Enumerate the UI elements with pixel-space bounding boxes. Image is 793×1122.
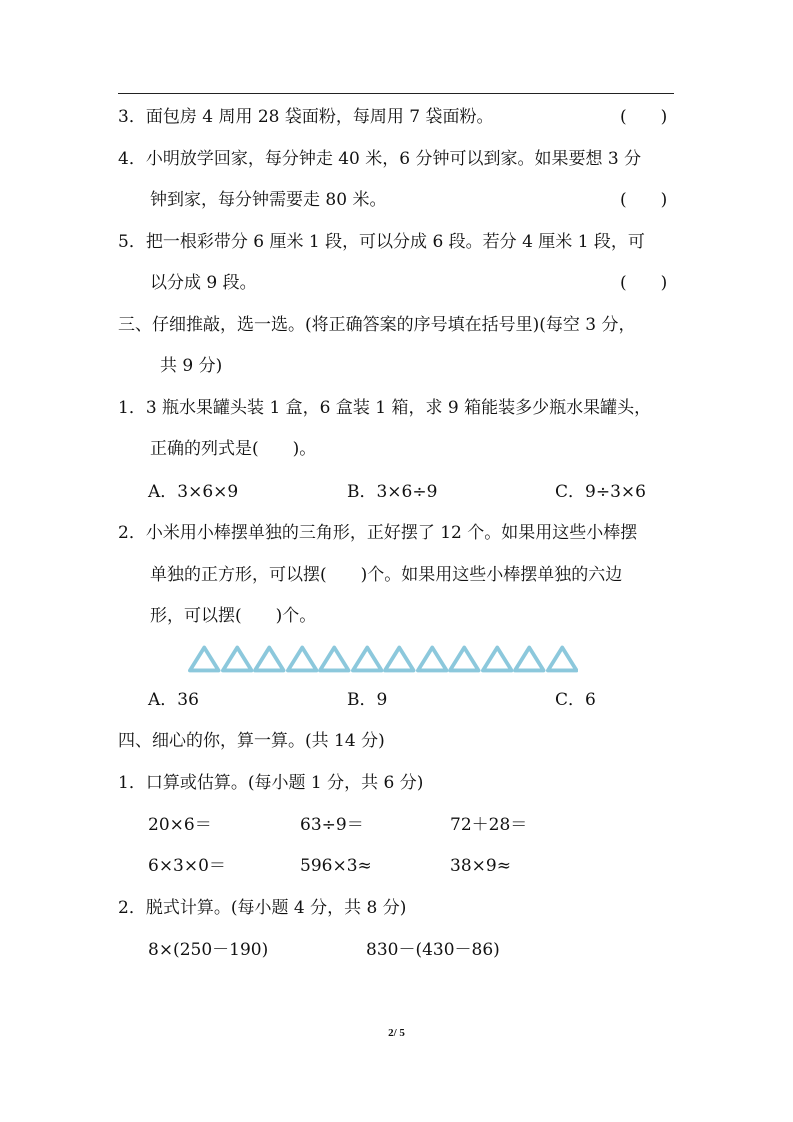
stick-triangle-icon [318,645,351,673]
header-rule [118,93,674,94]
mental-calc-item: 38×9≈ [450,856,511,876]
mental-calc-item: 72＋28＝ [450,815,528,835]
stick-triangle-icon [286,645,319,673]
judge-q4-line1: 4．小明放学回家，每分钟走 40 米，6 分钟可以到家。如果要想 3 分 [118,149,642,169]
stick-triangle-icon [383,645,416,673]
choice-q1-option-c: C．9÷3×6 [555,482,646,502]
judge-q4-answer[interactable]: ( ) [620,190,668,210]
mental-calc-item: 63÷9＝ [300,815,364,835]
mental-calc-item: 596×3≈ [300,856,372,876]
stick-triangle-icon [513,645,546,673]
stick-triangle-icon [448,645,481,673]
section3-title-line2: 共 9 分) [160,356,223,376]
choice-q2-option-c: C．6 [555,690,596,710]
page-number: 2/ 5 [388,1027,405,1039]
triangle-sticks-illustration [188,645,605,673]
choice-q1-line2: 正确的列式是( )。 [150,439,317,459]
stepwise-calc-item: 830－(430－86) [366,940,500,960]
section3-title-line1: 三、仔细推敲，选一选。(将正确答案的序号填在括号里)(每空 3 分， [118,315,636,335]
choice-q1-option-a: A．3×6×9 [148,482,239,502]
judge-q3: 3．面包房 4 周用 28 袋面粉，每周用 7 袋面粉。 [118,107,494,127]
choice-q2-line1: 2．小米用小棒摆单独的三角形，正好摆了 12 个。如果用这些小棒摆 [118,523,638,543]
section4-part1-title: 1．口算或估算。(每小题 1 分，共 6 分) [118,773,424,793]
stick-triangle-icon [481,645,514,673]
choice-q2-line2: 单独的正方形，可以摆( )个。如果用这些小棒摆单独的六边 [150,565,623,585]
stepwise-calc-item: 8×(250－190) [148,940,269,960]
stick-triangle-icon [188,645,221,673]
section4-part2-title: 2．脱式计算。(每小题 4 分，共 8 分) [118,898,407,918]
stick-triangle-icon [221,645,254,673]
judge-q5-line2: 以分成 9 段。 [150,273,257,293]
choice-q1-line1: 1．3 瓶水果罐头装 1 盒，6 盒装 1 箱，求 9 箱能装多少瓶水果罐头， [118,398,652,418]
section4-title: 四、细心的你，算一算。(共 14 分) [118,731,385,751]
mental-calc-item: 6×3×0＝ [148,856,226,876]
choice-q1-option-b: B．3×6÷9 [347,482,438,502]
stick-triangle-icon [416,645,449,673]
judge-q3-answer[interactable]: ( ) [620,107,668,127]
stick-triangle-icon [351,645,384,673]
choice-q2-option-a: A．36 [148,690,199,710]
judge-q5-line1: 5．把一根彩带分 6 厘米 1 段，可以分成 6 段。若分 4 厘米 1 段，可 [118,232,645,252]
stick-triangle-icon [253,645,286,673]
mental-calc-item: 20×6＝ [148,815,212,835]
stick-triangle-icon [546,645,579,673]
judge-q5-answer[interactable]: ( ) [620,273,668,293]
judge-q4-line2: 钟到家，每分钟需要走 80 米。 [150,190,387,210]
choice-q2-line3: 形，可以摆( )个。 [150,606,317,626]
choice-q2-option-b: B．9 [347,690,388,710]
